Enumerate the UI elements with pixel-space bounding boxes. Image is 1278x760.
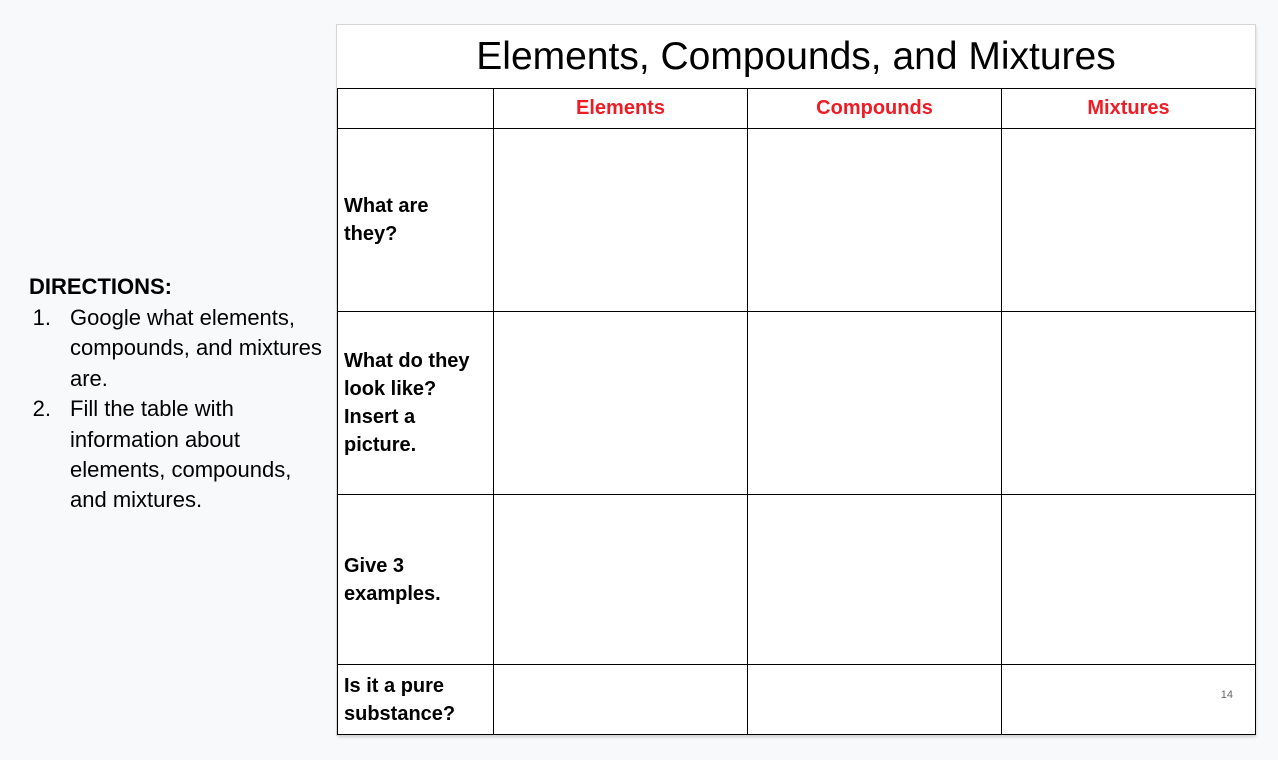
row-label-what-are-they[interactable]: What are they? xyxy=(338,129,494,312)
header-cell-empty[interactable] xyxy=(338,89,494,129)
cell-elements-pure-substance[interactable] xyxy=(494,665,748,735)
row-label-pure-substance[interactable]: Is it a pure substance? xyxy=(338,665,494,735)
directions-title: DIRECTIONS: xyxy=(29,274,172,299)
comparison-table xyxy=(337,88,1256,735)
cell-compounds-what-are-they[interactable] xyxy=(748,129,1002,312)
cell-compounds-examples[interactable] xyxy=(748,495,1002,665)
row-label-look-like[interactable]: What do they look like? Insert a picture. xyxy=(338,312,494,495)
slide-title[interactable]: Elements, Compounds, and Mixtures xyxy=(476,35,1116,78)
cell-mixtures-pure-substance[interactable] xyxy=(1002,665,1256,735)
cell-compounds-look-like[interactable] xyxy=(748,312,1002,495)
cell-elements-what-are-they[interactable] xyxy=(494,129,748,312)
cell-compounds-pure-substance[interactable] xyxy=(748,665,1002,735)
cell-mixtures-what-are-they[interactable] xyxy=(1002,129,1256,312)
slide[interactable] xyxy=(337,25,1255,735)
table-row xyxy=(338,312,1256,495)
header-cell-mixtures[interactable]: Mixtures xyxy=(1002,89,1256,129)
direction-step xyxy=(29,303,329,394)
table-row xyxy=(338,665,1256,735)
table-row xyxy=(338,495,1256,665)
cell-mixtures-look-like[interactable] xyxy=(1002,312,1256,495)
cell-elements-examples[interactable] xyxy=(494,495,748,665)
table-row xyxy=(338,129,1256,312)
cell-elements-look-like[interactable] xyxy=(494,312,748,495)
direction-step xyxy=(29,394,329,516)
header-cell-compounds[interactable]: Compounds xyxy=(748,89,1002,129)
step-text: Fill the table with information about elements, compounds, and mixtures. xyxy=(70,396,292,513)
header-cell-elements[interactable]: Elements xyxy=(494,89,748,129)
step-number: 1. xyxy=(32,305,51,330)
cell-mixtures-examples[interactable] xyxy=(1002,495,1256,665)
step-number: 2. xyxy=(32,396,51,422)
page-number: 14 xyxy=(1220,689,1233,701)
directions-list xyxy=(29,303,329,516)
step-text: Google what elements, compounds, and mixtures are. xyxy=(70,305,322,391)
row-label-examples[interactable]: Give 3 examples. xyxy=(338,495,494,665)
header-row xyxy=(338,89,1256,129)
directions-panel xyxy=(29,273,329,516)
